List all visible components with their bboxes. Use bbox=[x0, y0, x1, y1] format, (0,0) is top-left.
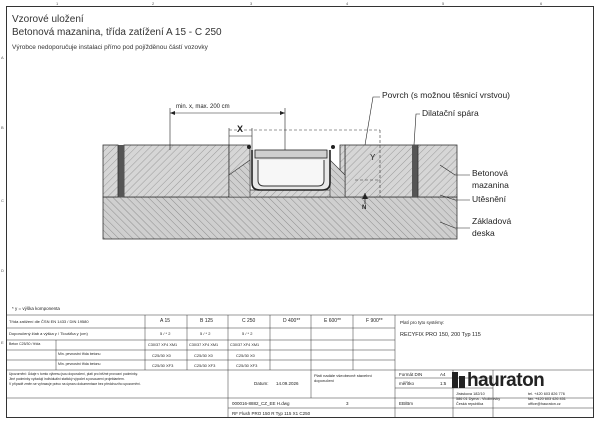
label-base-1: Základová bbox=[472, 216, 512, 226]
header-title: Vzorové uložení bbox=[12, 14, 84, 25]
footnote: * y = výška komponenta bbox=[12, 306, 60, 311]
dim-arrow-left bbox=[170, 111, 175, 115]
edge-joint-left bbox=[118, 145, 124, 197]
edge-joint-right bbox=[412, 145, 418, 197]
base-slab bbox=[103, 197, 457, 239]
format-label: Formát DIN bbox=[399, 372, 423, 377]
label-base-2: deska bbox=[472, 228, 495, 238]
row5-c: C25/30 XF3 bbox=[236, 363, 258, 368]
company-addr-1: Jiráskova 182/10 bbox=[456, 392, 485, 396]
leader-surface bbox=[365, 97, 380, 145]
company-addr-3: Česká republika bbox=[456, 402, 484, 406]
header-subtitle: Betonová mazanina, třída zatížení A 15 - C 250 bbox=[12, 27, 222, 38]
scale-label: měřítko bbox=[399, 381, 415, 386]
valid-note: Platí nadále všeobecně stavební doporučení bbox=[314, 373, 372, 383]
row3-label: Beton C25/30 / třída bbox=[9, 342, 41, 346]
drawing-reference: RF Flush PRO 150 R Typ 115 X1 C250 bbox=[232, 411, 311, 416]
date-label: Datum: bbox=[254, 381, 269, 386]
label-surface: Povrch (s možnou těsnicí vrstvou) bbox=[382, 90, 511, 100]
doc-number: 000016-8882_CZ_EE H.dwg bbox=[232, 401, 290, 406]
ruler-side-b: B bbox=[1, 125, 4, 130]
row3-a: C30/37 XF4 XM1 bbox=[148, 343, 178, 347]
dim-arrow-right bbox=[280, 111, 285, 115]
label-concrete-1: Betonová bbox=[472, 168, 508, 178]
col-d400: D 400** bbox=[283, 318, 301, 324]
header-note: Výrobce nedoporučuje instalaci přímo pod pojížděnou částí vozovky bbox=[12, 44, 208, 51]
row2-b: 5 / * 2 bbox=[200, 331, 211, 336]
sheet-number: 3 bbox=[346, 401, 349, 406]
seal-left bbox=[247, 145, 251, 149]
date-value: 14.09.2026 bbox=[276, 381, 299, 386]
ruler-top-5: 5 bbox=[442, 1, 445, 6]
screed-left bbox=[124, 145, 229, 197]
row5-b: C25/30 XF3 bbox=[194, 363, 216, 368]
row4-a: C25/30 X0 bbox=[152, 353, 171, 358]
n-label: N bbox=[362, 205, 367, 211]
col-b125: B 125 bbox=[200, 318, 214, 324]
x-label: X bbox=[237, 124, 244, 134]
ruler-top-3: 3 bbox=[250, 1, 253, 6]
screed-right bbox=[345, 145, 418, 197]
row3-b: C30/37 XF4 XM1 bbox=[189, 343, 219, 347]
col-e600: E 600** bbox=[324, 318, 341, 324]
row4-c: C25/30 X0 bbox=[236, 353, 255, 358]
row4-label: Min. pevnostní třída betonu bbox=[58, 352, 101, 356]
product-name: RECYFIX PRO 150, 200 Typ 115 bbox=[400, 332, 481, 338]
ruler-top-1: 1 bbox=[56, 1, 59, 6]
ruler-side-a: A bbox=[1, 55, 4, 60]
ruler-top-2: 2 bbox=[152, 1, 155, 6]
product-label: Platí pro tyto systémy: bbox=[400, 320, 445, 325]
company-email: office@hauraton.cz bbox=[528, 402, 561, 406]
row2-a: 5 / * 2 bbox=[160, 331, 171, 336]
row2-label: Doporučený žlab a výška y / Tloušťka y (cm) bbox=[9, 331, 88, 336]
row1-label: Třída zatížení dle ČSN EN 1433 / DIN 19580 bbox=[9, 319, 89, 324]
company-fax: fax. +420 603 426 451 bbox=[528, 397, 566, 401]
screed-far-right bbox=[418, 145, 457, 197]
y-label: Y bbox=[370, 153, 376, 162]
notes-line-3: V případě změn se vyhrazuje právo na úpravu dokumentace bez předchozího upozornění. bbox=[9, 382, 141, 386]
screed-far-left bbox=[103, 145, 118, 197]
row3-c: C30/37 XF4 XM1 bbox=[230, 343, 260, 347]
row2-c: 5 / * 2 bbox=[242, 331, 253, 336]
company-addr-2: 586 01 Dyma - Vložinovky bbox=[456, 397, 501, 401]
row5-label: Min. pevnostní třída betonu bbox=[58, 362, 101, 366]
row5-a: C25/30 XF3 bbox=[152, 363, 174, 368]
company-phone: tel. +420 603 826 776 bbox=[528, 392, 565, 396]
col-c250: C 250 bbox=[242, 318, 256, 324]
seal-right bbox=[331, 145, 335, 149]
scale-value: 1:5 bbox=[440, 381, 447, 386]
label-seal: Utěsnění bbox=[472, 194, 507, 204]
ruler-top-4: 4 bbox=[346, 1, 349, 6]
change-label: EB/Bm bbox=[399, 401, 414, 406]
channel-grate bbox=[255, 150, 327, 158]
format-value: A4 bbox=[440, 372, 446, 377]
ruler-side-d: D bbox=[1, 268, 4, 273]
company-logo-text: hauraton bbox=[467, 370, 545, 391]
label-concrete-2: mazanina bbox=[472, 180, 509, 190]
dimension-label: min. x, max. 200 cm bbox=[176, 104, 230, 110]
notes-line-1: Upozornění: Údaje v tomto výkresu jsou doporučení, platí pro běžné provozní podmínky. bbox=[9, 372, 138, 376]
ruler-top-6: 6 bbox=[540, 1, 543, 6]
label-joint: Dilatační spára bbox=[422, 108, 479, 118]
ruler-side-c: C bbox=[1, 198, 4, 203]
col-f900: F 900** bbox=[366, 318, 383, 324]
leader-joint bbox=[414, 114, 420, 145]
notes-line-2: Jiné podmínky vyžadují individuální statický výpočet a posouzení projektantem. bbox=[9, 377, 125, 381]
hauraton-logo-icon bbox=[452, 372, 465, 388]
col-a15: A 15 bbox=[160, 318, 171, 324]
ruler-side-e: E bbox=[1, 340, 4, 345]
row4-b: C25/30 X0 bbox=[194, 353, 213, 358]
channel-inner bbox=[258, 160, 324, 186]
